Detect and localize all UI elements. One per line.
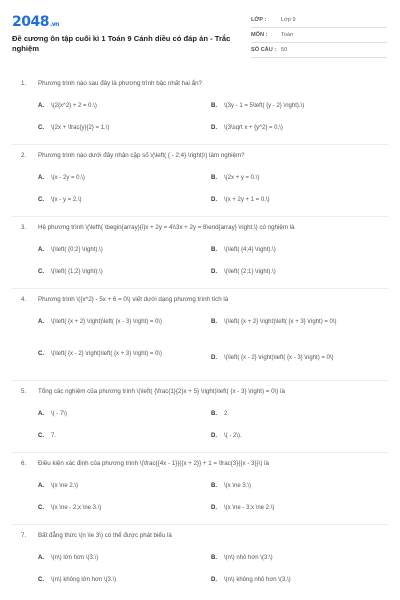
meta-label: MÔN :: [251, 32, 268, 38]
option-label: A.: [38, 319, 44, 325]
question-text: Phương trình \({x^2} - 5x + 6 = 0\) viết dưới dạng phương trình tích là: [38, 296, 229, 303]
meta-row-count: [251, 43, 387, 58]
option-label: B.: [211, 319, 217, 325]
option-label: B.: [211, 247, 217, 253]
option-text: \(x + 2y + 1 = 0.\): [224, 197, 270, 203]
option-label: A.: [38, 103, 44, 109]
option-text: \(n\) nhỏ hơn \(3.\): [224, 555, 273, 561]
option-text: \(\left( {x - 2} \right)\left( {x - 3} \right) = 0\): [224, 355, 334, 361]
meta-table: [251, 13, 387, 58]
divider: [12, 144, 388, 145]
divider: [12, 216, 388, 217]
option-label: C.: [38, 505, 44, 511]
question-stem: [21, 460, 391, 468]
meta-label: LỚP :: [251, 17, 267, 23]
option-label: C.: [38, 433, 44, 439]
question-number: 6.: [21, 460, 27, 467]
question-text: Phương trình nào sau đây là phương trình bậc nhất hai ẩn?: [38, 80, 202, 87]
header: [0, 0, 400, 64]
question-number: 7.: [21, 532, 27, 539]
option-text: \(\left( {x + 2} \right)\left( {x + 3} \right) = 0\): [224, 319, 337, 325]
option-text: \(x \ne 3.\): [224, 483, 252, 489]
option-label: D.: [211, 269, 217, 275]
option-text: \(x - 2y = 0.\): [51, 175, 85, 181]
option-label: C.: [38, 577, 44, 583]
option-text: \(\left( {0;2} \right).\): [51, 247, 103, 253]
option-label: B.: [211, 555, 217, 561]
logo-text: 2048: [12, 14, 49, 30]
question-text: Điều kiện xác định của phương trình \(\frac{{4x - 1}}{{x + 2}} + 1 = \frac{3}{{x - 3}}\) là: [38, 460, 269, 467]
option-text: \(x \ne 2.\): [51, 483, 79, 489]
option-label: C.: [38, 269, 44, 275]
option-text: \(n\) lớn hơn \(3.\): [51, 555, 99, 561]
question-number: 1.: [21, 80, 27, 87]
question-stem: [21, 80, 391, 88]
question-stem: [21, 152, 391, 160]
option-label: D.: [211, 433, 217, 439]
question-number: 4.: [21, 296, 27, 303]
option-text: \(\left( {4;4} \right).\): [224, 247, 276, 253]
question-stem: [21, 532, 391, 540]
question-stem: [21, 296, 391, 304]
meta-label: SỐ CÂU :: [251, 47, 277, 53]
option-label: C.: [38, 351, 44, 357]
option-label: C.: [38, 197, 44, 203]
question-number: 3.: [21, 224, 27, 231]
meta-row-subject: [251, 28, 387, 43]
option-text: \(\left( {1;2} \right).\): [51, 269, 103, 275]
option-label: C.: [38, 125, 44, 131]
option-text: \(2x + y = 0.\): [224, 175, 260, 181]
question-stem: [21, 224, 391, 232]
divider: [12, 452, 388, 453]
question-text: Bất đẳng thức \(n \le 3\) có thể được phát biểu là: [38, 532, 172, 539]
option-label: A.: [38, 175, 44, 181]
option-text: \(\left( {x - 2} \right)\left( {x + 3} \right) = 0\): [51, 351, 163, 357]
option-text: \(3\sqrt x + {y^2} = 0.\): [224, 125, 283, 131]
divider: [12, 524, 388, 525]
meta-value: 50: [281, 47, 288, 53]
option-text: \( - 7\): [51, 411, 67, 417]
option-text: \( - 2\).: [224, 433, 242, 439]
option-text: \(x \ne - 3;x \ne 2.\): [224, 505, 275, 511]
page-title: Đề cương ôn tập cuối kì 1 Toán 9 Cánh diều có đáp án - Trắc nghiệm: [12, 34, 231, 53]
site-logo[interactable]: [12, 14, 59, 30]
option-label: B.: [211, 483, 217, 489]
option-label: D.: [211, 505, 217, 511]
meta-row-class: [251, 13, 387, 28]
meta-value: Toán: [281, 32, 294, 38]
logo-suffix: .vn: [49, 21, 59, 28]
question-text: Phương trình nào dưới đây nhận cặp số \(\left( { - 2;4} \right)\) làm nghiệm?: [38, 152, 245, 159]
option-label: A.: [38, 555, 44, 561]
question-number: 5.: [21, 388, 27, 395]
option-text: \(x - y = 2.\): [51, 197, 82, 203]
option-label: B.: [211, 411, 217, 417]
option-label: D.: [211, 197, 217, 203]
option-text: \(x \ne - 2;x \ne 3.\): [51, 505, 102, 511]
option-text: \(\left( {x + 2} \right)\left( {x - 3} \right) = 0\): [51, 319, 163, 325]
divider: [12, 288, 388, 289]
question-number: 2.: [21, 152, 27, 159]
option-text: \(\left( {2;1} \right).\): [224, 269, 276, 275]
question-text: Tổng các nghiệm của phương trình \(\left( {\frac{1}{2}x + 5} \right)\left( {x - 3} \right) = 0\) là: [38, 388, 285, 395]
option-label: B.: [211, 175, 217, 181]
option-text: \(3y - 1 = 5\left( {y - 2} \right).\): [224, 103, 305, 109]
option-text: 7.: [51, 433, 57, 439]
option-text: \(n\) không lớn hơn \(3.\): [51, 577, 117, 583]
option-label: A.: [38, 483, 44, 489]
option-text: \(2{x^2} + 2 = 0.\): [51, 103, 97, 109]
option-text: \(n\) không nhỏ hơn \(3.\): [224, 577, 291, 583]
divider: [12, 380, 388, 381]
option-label: D.: [211, 125, 217, 131]
option-label: D.: [211, 577, 217, 583]
option-label: D.: [211, 355, 217, 361]
option-text: \(2x + \frac{y}{2} = 1.\): [51, 125, 110, 131]
option-label: A.: [38, 247, 44, 253]
option-label: A.: [38, 411, 44, 417]
question-text: Hệ phương trình \(\left\{ \begin{array}{l}x + 2y = 4\\3x + 2y = 8\end{array} \right.\) có nghiệm là: [38, 224, 295, 231]
meta-value: Lớp 9: [281, 17, 296, 23]
option-text: 2.: [224, 411, 230, 417]
option-label: B.: [211, 103, 217, 109]
question-stem: [21, 388, 391, 396]
